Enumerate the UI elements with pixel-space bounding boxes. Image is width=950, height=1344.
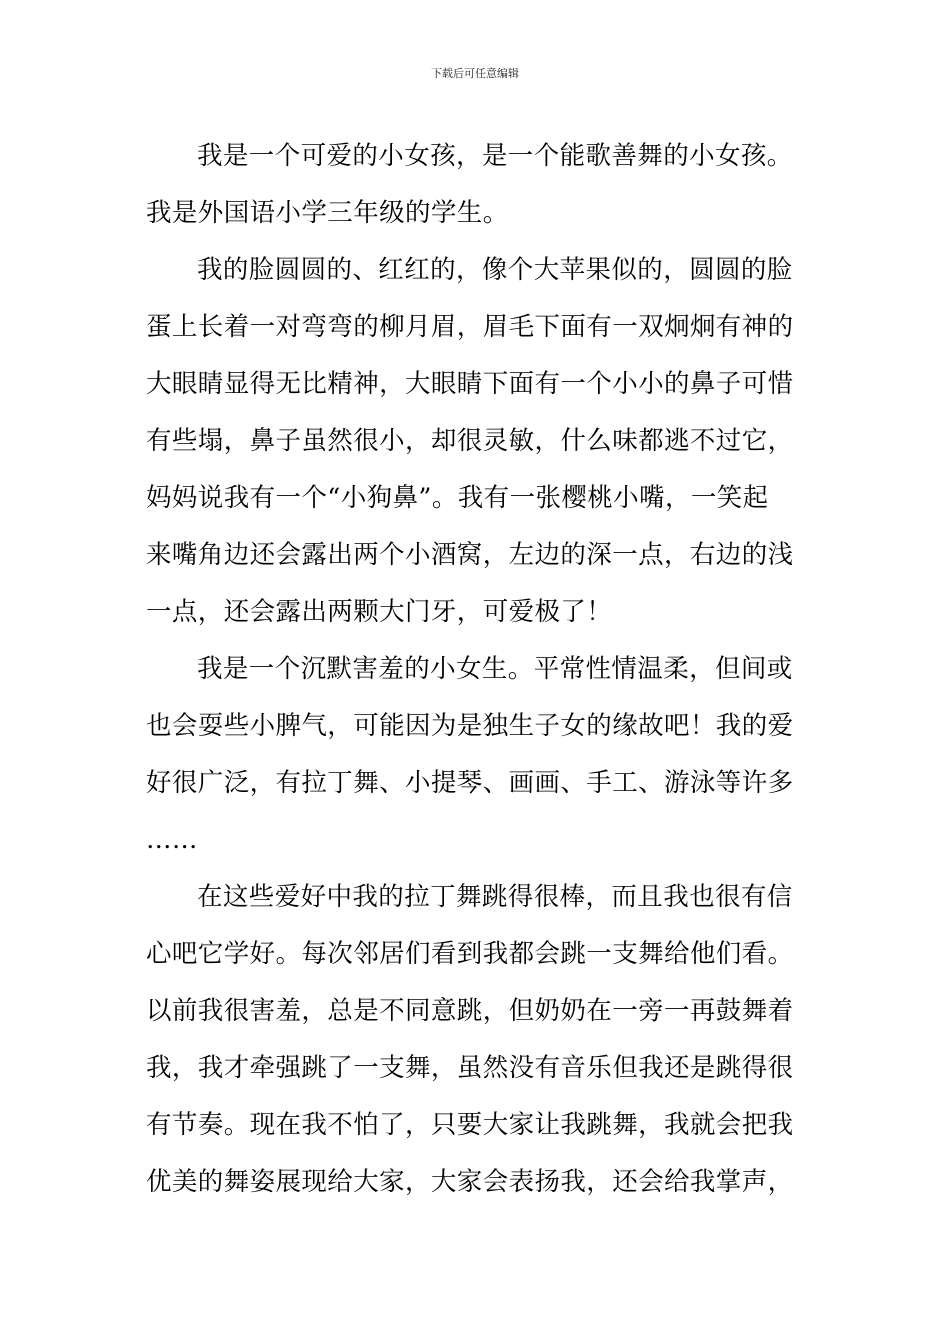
paragraph-line: 我是一个可爱的小女孩，是一个能歌善舞的小女孩。 (197, 141, 793, 171)
paragraph-line: 我的脸圆圆的、红红的，像个大苹果似的，圆圆的脸 (197, 255, 793, 285)
paragraph-line: 有节奏。现在我不怕了，只要大家让我跳舞，我就会把我 (146, 1110, 794, 1140)
paragraph-line: 来嘴角边还会露出两个小酒窝，左边的深一点，右边的浅 (146, 540, 794, 570)
paragraph-line: …… (146, 825, 198, 855)
paragraph-line: 有些塌，鼻子虽然很小，却很灵敏，什么味都逃不过它， (146, 426, 794, 456)
paragraph-line: 在这些爱好中我的拉丁舞跳得很棒，而且我也很有信 (197, 882, 793, 912)
paragraph-line: 也会耍些小脾气，可能因为是独生子女的缘故吧！我的爱 (146, 711, 794, 741)
paragraph-line: 以前我很害羞，总是不同意跳，但奶奶在一旁一再鼓舞着 (146, 996, 794, 1026)
document-body (146, 128, 808, 1211)
page-header: 下载后可任意编辑 (431, 67, 519, 80)
paragraph-line: 我是一个沉默害羞的小女生。平常性情温柔，但间或 (197, 654, 793, 684)
paragraph-line: 蛋上长着一对弯弯的柳月眉，眉毛下面有一双炯炯有神的 (146, 312, 794, 342)
paragraph-line: 心吧它学好。每次邻居们看到我都会跳一支舞给他们看。 (146, 939, 794, 969)
paragraph-line: 妈妈说我有一个“小狗鼻”。我有一张樱桃小嘴，一笑起 (146, 483, 769, 513)
paragraph-line: 我是外国语小学三年级的学生。 (146, 198, 509, 228)
paragraph-line: 优美的舞姿展现给大家，大家会表扬我，还会给我掌声， (146, 1167, 794, 1197)
paragraph-line: 我，我才牵强跳了一支舞，虽然没有音乐但我还是跳得很 (146, 1053, 794, 1083)
paragraph-line: 大眼睛显得无比精神，大眼睛下面有一个小小的鼻子可惜 (146, 369, 794, 399)
paragraph-line: 一点，还会露出两颗大门牙，可爱极了！ (146, 597, 613, 627)
paragraph-line: 好很广泛，有拉丁舞、小提琴、画画、手工、游泳等许多 (146, 768, 794, 798)
